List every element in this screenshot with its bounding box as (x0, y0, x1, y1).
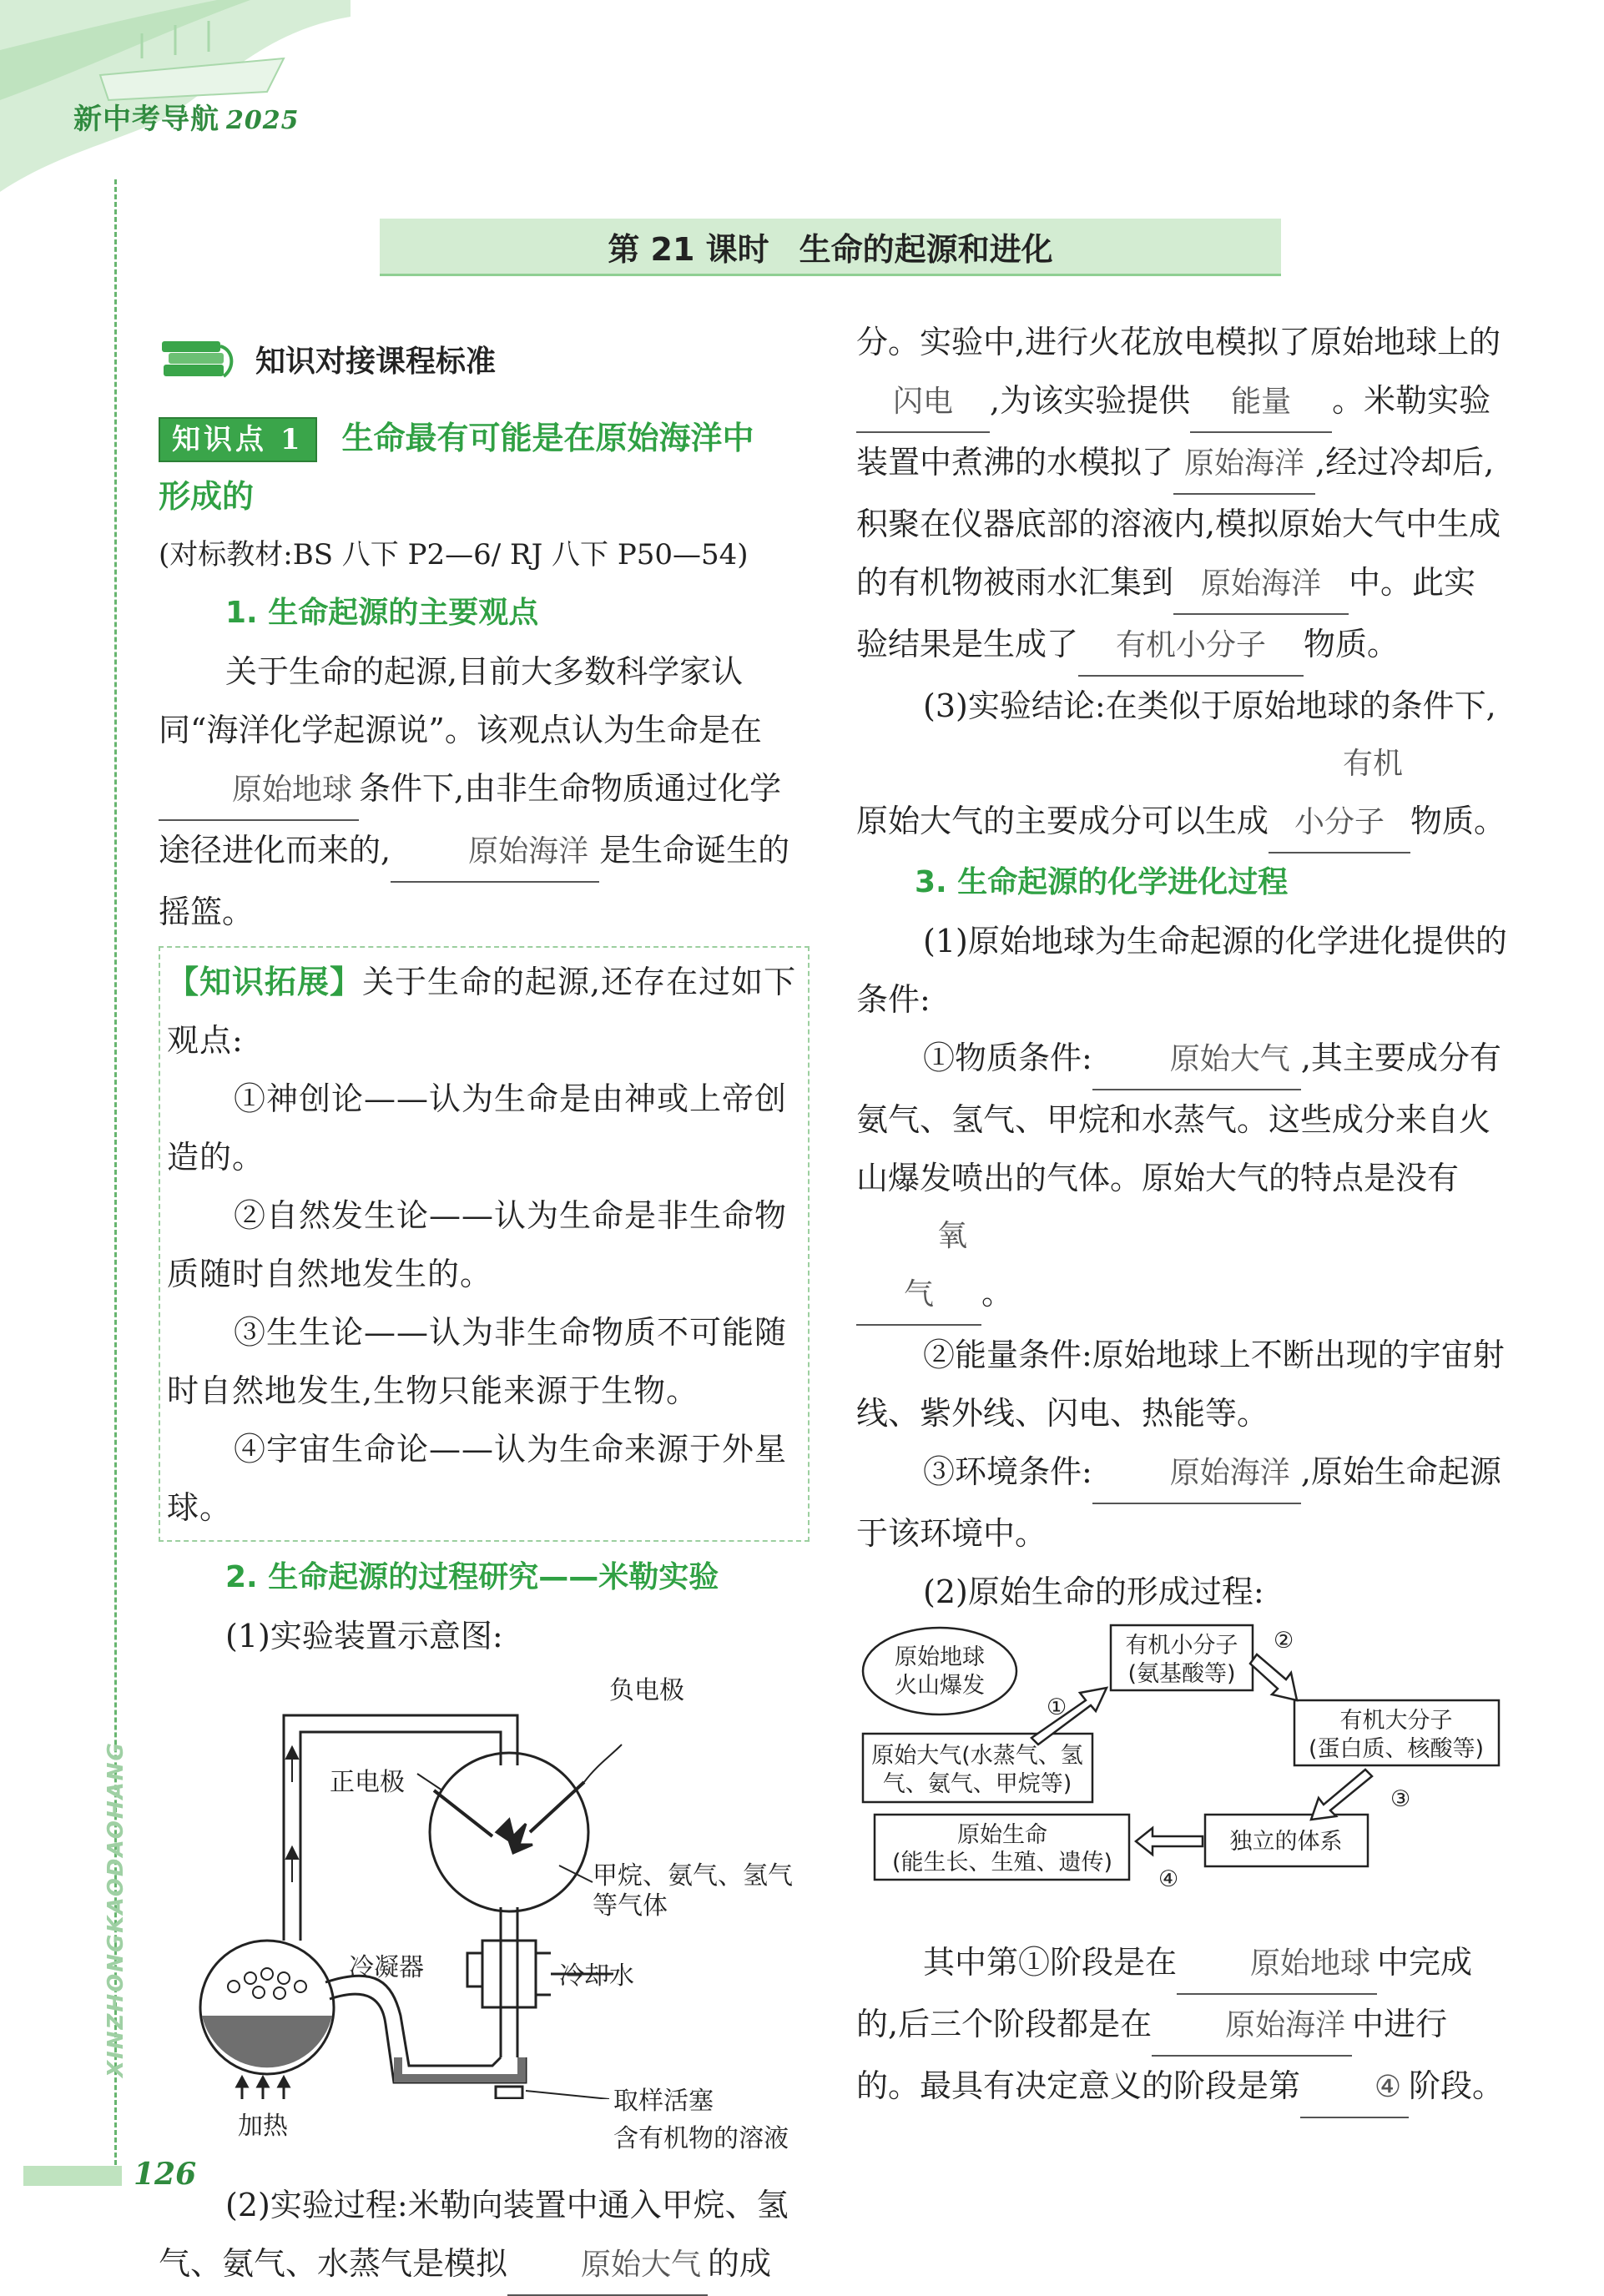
miller-apparatus-diagram (159, 1665, 810, 2099)
ext-intro: 关于生命的起源,还存在过如下观点: (167, 964, 797, 1059)
flow-primitive-life-a: 原始生命 (957, 1822, 1047, 1848)
blank-13: 原始地球 (1177, 1935, 1377, 1995)
label-gases-a: 甲烷、氨气、氢气 (593, 1861, 793, 1891)
page-number: 126 (134, 2157, 197, 2192)
label-heating: 加热 (238, 2112, 288, 2141)
s1-heading: 1. 生命起源的主要观点 (225, 596, 539, 630)
flow-large-molecules-a: 有机大分子 (1339, 1708, 1453, 1734)
lesson-topic: 生命的起源和进化 (799, 230, 1053, 268)
blank-4: 闪电 (856, 373, 990, 433)
ext-item-4: ④宇宙生命论——认为生命来源于外星球。 (167, 1431, 788, 1526)
r-paragraph-4: ①物质条件: 原始大气 ,其主要成分有氨气、氢气、甲烷和水蒸气。这些成分来自火山爆发喷出的气体。原始大气的特点是没有氧气 。 (856, 1029, 1507, 1326)
flow-large-molecules-b: (蛋白质、核酸等) (1308, 1736, 1485, 1762)
blank-5: 能量 (1190, 373, 1332, 433)
ext-item-1: ①神创论——认为生命是由神或上帝创造的。 (167, 1080, 788, 1176)
r-paragraph-2: (3)实验结论:在类似于原始地球的条件下,原始大气的主要成分可以生成有机小分子 物质。 (856, 677, 1507, 853)
blank-2: 原始海洋 (391, 823, 599, 883)
kp1-ref: (对标教材:BS 八下 P2—6/ RJ 八下 P50—54) (159, 538, 749, 571)
label-cooling-water: 冷却水 (559, 1961, 634, 1991)
side-watermark: XINZHONGKAODAOHANG (103, 1741, 129, 2077)
flow-independent-system: 独立的体系 (1229, 1829, 1343, 1855)
brand-title: 新中考导航 2025 (73, 103, 300, 136)
miller-diagram-bottom-labels (159, 2084, 810, 2176)
flow-step-2: ② (1274, 1628, 1294, 1654)
r-paragraph-1: 分。实验中,进行火花放电模拟了原始地球上的闪电 ,为该实验提供 能量 。米勒实验装置中煮沸的水模拟了 原始海洋 ,经过冷却后,积聚在仪器底部的溶液内,模拟原始大气中生成的有机物被雨水汇集到 原始海洋 中。此实验结果是生成了 有机小分子 物质。 (856, 313, 1507, 677)
blank-15: ④ (1300, 2058, 1409, 2118)
blank-8: 有机小分子 (1078, 617, 1304, 677)
r-paragraph-6: ③环境条件: 原始海洋 ,原始生命起源于该环境中。 (856, 1443, 1507, 1563)
flow-step-3: ③ (1390, 1786, 1411, 1812)
flow-atmosphere-b: 气、氨气、甲烷等) (882, 1771, 1072, 1797)
r-paragraph-7: (2)原始生命的形成过程: (923, 1573, 1264, 1610)
s2-sub1: (1)实验装置示意图: (225, 1618, 503, 1654)
flow-small-molecules-a: 有机小分子 (1125, 1633, 1238, 1659)
page-number-bar (23, 2166, 122, 2186)
left-column (159, 409, 810, 2296)
flow-step-1: ① (1047, 1694, 1067, 1720)
s1-paragraph: 关于生命的起源,目前大多数科学家认同“海洋化学起源说”。该观点认为生命是在原始地球 条件下,由非生命物质通过化学途径进化而来的, 原始海洋 是生命诞生的摇篮。 (159, 653, 790, 930)
ext-label: 【知识拓展】 (167, 964, 363, 1000)
right-column (856, 313, 1507, 2118)
section-heading-text: 知识对接课程标准 (255, 344, 497, 379)
section-heading (159, 330, 496, 388)
flow-earth-b: 火山爆发 (895, 1673, 985, 1699)
ext-item-3: ③生生论——认为非生命物质不可能随时自然地发生,生物只能来源于生物。 (167, 1314, 788, 1409)
origin-flow-diagram (856, 1621, 1507, 1905)
s2-paragraph: (2)实验过程:米勒向装置中通入甲烷、氢气、氨气、水蒸气是模拟 原始大气 的成 (159, 2176, 810, 2296)
flow-atmosphere-a: 原始大气(水蒸气、氢 (871, 1743, 1083, 1769)
kp1-badge: 知识点 1 (159, 417, 317, 462)
lesson-number: 第 21 课时 (608, 230, 769, 268)
knowledge-extension-box (159, 946, 810, 1542)
lesson-title (380, 219, 1281, 276)
label-negative-electrode: 负电极 (609, 1676, 684, 1705)
blank-7: 原始海洋 (1173, 555, 1349, 615)
label-condenser: 冷凝器 (349, 1953, 424, 1982)
label-sampling-valve: 取样活塞 (613, 2087, 714, 2116)
brand-year: 2025 (226, 106, 300, 135)
books-icon (159, 331, 242, 386)
blank-10: 原始大气 (1092, 1030, 1301, 1090)
r-paragraph-5: ②能量条件:原始地球上不断出现的宇宙射线、紫外线、闪电、热能等。 (856, 1337, 1505, 1432)
label-gases-b: 等气体 (593, 1891, 668, 1921)
blank-6: 原始海洋 (1173, 435, 1315, 495)
kp1-title-b: 形成的 (159, 478, 255, 515)
flow-primitive-life-b: (能生长、生殖、遗传) (891, 1850, 1113, 1876)
r-paragraph-3: (1)原始地球为生命起源的化学进化提供的条件: (856, 923, 1507, 1018)
blank-11: 氧气 (856, 1207, 981, 1326)
s2-heading: 2. 生命起源的过程研究——米勒实验 (225, 1560, 719, 1594)
blank-9: 有机小分子 (1269, 735, 1410, 853)
kp1-line (159, 409, 810, 467)
flow-small-molecules-b: (氨基酸等) (1127, 1661, 1236, 1687)
ext-item-2: ②自然发生论——认为生命是非生命物质随时自然地发生的。 (167, 1197, 788, 1292)
label-solution: 含有机物的溶液 (613, 2124, 789, 2153)
kp1-title-a: 生命最有可能是在原始海洋中 (341, 420, 754, 456)
r-paragraph-8: 其中第①阶段是在 原始地球 中完成的,后三个阶段都是在 原始海洋 中进行的。最具有决定意义的阶段是第 ④ 阶段。 (856, 1933, 1507, 2118)
blank-1: 原始地球 (159, 761, 359, 821)
label-positive-electrode: 正电极 (330, 1768, 405, 1797)
s3-heading: 3. 生命起源的化学进化过程 (915, 865, 1289, 899)
blank-3: 原始大气 (507, 2236, 708, 2296)
flow-step-4: ④ (1158, 1866, 1179, 1892)
flow-earth-a: 原始地球 (895, 1644, 985, 1670)
blank-14: 原始海洋 (1152, 1996, 1352, 2057)
blank-12: 原始海洋 (1092, 1444, 1301, 1504)
